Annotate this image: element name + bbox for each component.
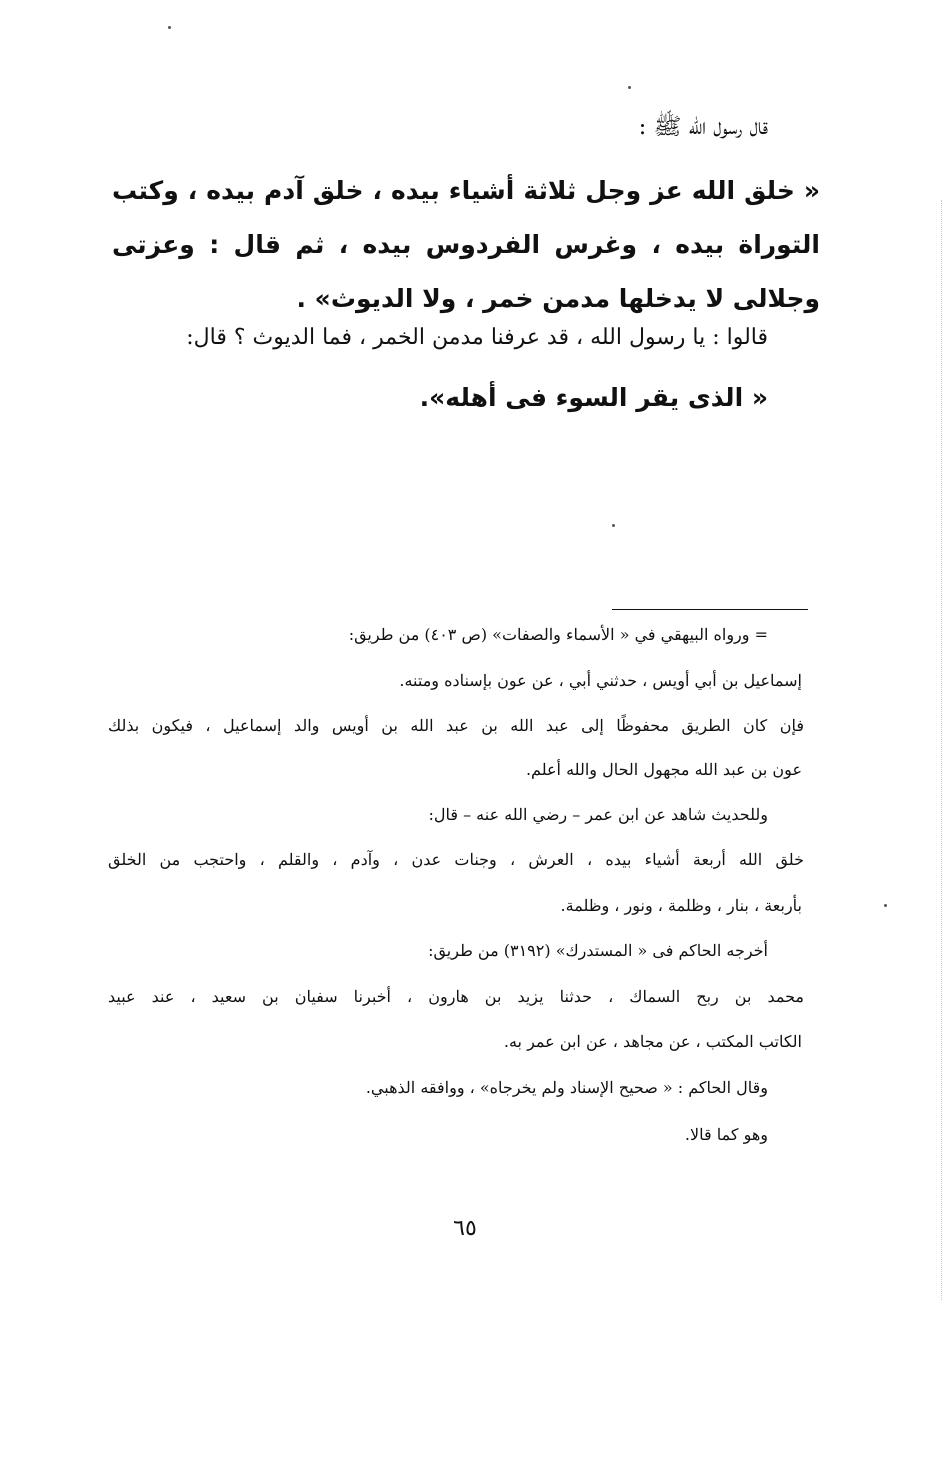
footnote-line: = ورواه البيهقي في « الأسماء والصفات» (ص ٤٠٣) من طريق: — [348, 625, 768, 644]
footnote-line: وهو كما قالا. — [684, 1125, 768, 1144]
scan-edge-line — [941, 200, 942, 1300]
companions-question: قالوا : يا رسول الله ، قد عرفنا مدمن الخمر ، فما الديوث ؟ قال: — [186, 325, 768, 350]
footnote-line: فإن كان الطريق محفوظًا إلى عبد الله بن عبد الله بن أويس والد إسماعيل ، فيكون بذلك — [108, 716, 804, 735]
hadith-text: « خلق الله عز وجل ثلاثة أشياء بيده ، خلق آدم بيده ، وكتب التوراة بيده ، وغرس الفردوس بيده ، ثم قال : وعزتى وجلالى لا يدخلها مدمن خمر ، ولا الديوث» . — [112, 176, 820, 313]
hadith-intro: قال رسول الله ﷺ : — [638, 114, 768, 140]
footnote-line: أخرجه الحاكم فى « المستدرك» (٣١٩٢) من طريق: — [428, 941, 768, 960]
prophet-answer: « الذى يقر السوء فى أهله». — [419, 383, 768, 412]
footnote-line: خلق الله أربعة أشياء بيده ، العرش ، وجنات عدن ، وآدم ، والقلم ، واحتجب من الخلق — [108, 850, 804, 869]
footnote-line: بأربعة ، بنار ، وظلمة ، ونور ، وظلمة. — [560, 896, 802, 915]
footnote-line: إسماعيل بن أبي أويس ، حدثني أبي ، عن عون بإسناده ومتنه. — [399, 671, 802, 690]
scan-speck — [612, 524, 615, 527]
scan-speck — [628, 86, 631, 89]
scan-speck — [884, 904, 887, 907]
footnote-line: محمد بن ربح السماك ، حدثنا يزيد بن هارون ، أخبرنا سفيان بن سعيد ، عند عبيد — [108, 987, 804, 1006]
scan-speck — [168, 26, 171, 29]
footnote-line: عون بن عبد الله مجهول الحال والله أعلم. — [525, 760, 802, 779]
footnote-line: وقال الحاكم : « صحيح الإسناد ولم يخرجاه» ، ووافقه الذهبي. — [365, 1078, 768, 1097]
footnote-line: الكاتب المكتب ، عن مجاهد ، عن ابن عمر به. — [503, 1032, 802, 1051]
footnote-separator — [612, 609, 808, 610]
page-number: ٦٥ — [453, 1216, 477, 1241]
footnote-line: وللحديث شاهد عن ابن عمر – رضي الله عنه – قال: — [428, 805, 768, 824]
